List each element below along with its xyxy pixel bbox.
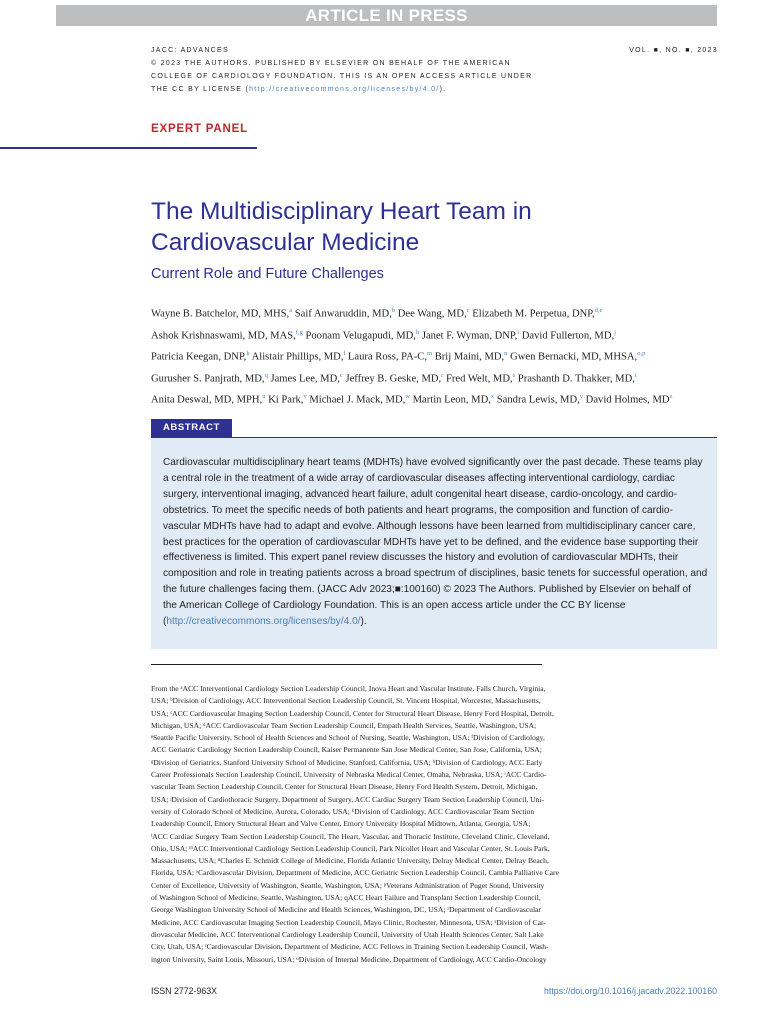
abstract-line: surgery, interventional imaging, advanced heart failure, adult congenital heart disease, cardio-oncology, and cardio- [163,488,678,500]
author-affiliation-marker[interactable]: k [246,350,250,358]
author-name: Elizabeth M. Perpetua, DNP, [469,308,595,320]
author-line [151,388,726,410]
article-title: The Multidisciplinary Heart Team in Cardiovascular Medicine [151,198,532,256]
abstract-line: a central role in the treatment of a wide array of cardiovascular diseases affecting interventional cardiology, cardiac [163,472,675,484]
author-affiliation-marker[interactable]: i [517,328,520,336]
affiliation-line: ACC Geriatric Cardiology Section Leadership Council, Kaiser Permanente San Jose Medical Center, San Jose, California, USA; [151,745,542,755]
author-affiliation-marker[interactable]: w [405,393,410,401]
author-affiliation-marker[interactable]: c [466,307,470,314]
volume-number: VOL. ■, NO. ■, 2023 [629,47,718,54]
author-name: Patricia Keegan, DNP, [151,351,247,363]
author-affiliation-marker[interactable]: r [441,371,444,379]
affiliation-line: USA; ᵇDivision of Cardiology, ACC Interventional Section Leadership Council, St. Vincent Hospital, Worcester, Massachusetts, [151,696,541,706]
affiliation-line: Florida, USA; ᵒCardiovascular Division, Department of Medicine, ACC Geriatric Section Leadership Council, Cambia Palliative Care [151,868,559,878]
affiliation-line: From the ᵃACC Interventional Cardiology Section Leadership Council, Inova Heart and Vascular Institute, Falls Church, Virginia, [151,684,546,693]
affiliation-line: Center of Excellence, University of Washington, Seattle, Washington, USA; ᵖVeterans Administration of Puget Sound, University [151,880,545,890]
author-line [151,324,726,346]
author-name: Dee Wang, MD, [395,308,467,320]
abstract-line: Cardiovascular multidisciplinary heart teams (MDHTs) have evolved significantly over the past decade. These teams play [163,457,703,468]
abstract-line: best practices for the operation of cardiovascular MDHTs have yet to be defined, and the evidence base supporting their [163,536,699,548]
author-list [151,302,726,410]
affiliations [151,683,641,966]
journal-meta-line: COLLEGE OF CARDIOLOGY FOUNDATION. THIS IS AN OPEN ACCESS ARTICLE UNDER [151,73,533,80]
abstract-line: obstetrics. To meet the specific needs of both patients and heart programs, the composition and function of cardio- [163,504,673,516]
affiliation-line: USA; ʲDivision of Cardiothoracic Surgery, Department of Surgery, ACC Cardiac Surgery Team Section Leadership Council, Uni- [151,794,545,804]
journal-meta [151,44,532,96]
affiliation-line: Massachusetts, USA; ⁿCharles E. Schmidt College of Medicine, Florida Atlantic University, Delray Medical Center, Delray Beach, [151,856,549,866]
affiliation-line: George Washington University School of Medicine and Health Sciences, Washington, DC, USA; ʳDepartment of Cardiovascular [151,905,541,915]
license-prefix: THE CC BY LICENSE ( [151,86,250,93]
license-link[interactable]: http://creativecommons.org/licenses/by/4.0/ [249,86,440,93]
author-name: Brij Maini, MD, [432,351,505,363]
author-name: Fred Welt, MD, [443,373,513,385]
journal-meta-line: JACC: ADVANCES [151,47,229,54]
issn: ISSN 2772-963X [151,986,218,996]
author-affiliation-marker[interactable]: f,g [295,328,303,336]
author-affiliation-marker[interactable]: o,p [637,350,646,358]
abstract-line: the American College of Cardiology Foundation. This is an open access article under the CC BY license [163,600,626,612]
author-affiliation-marker[interactable]: h [415,328,420,336]
author-affiliation-marker[interactable]: c [339,371,343,379]
affiliation-line: ᵉSeattle Pacific University, School of Health Sciences and School of Nursing, Seattle, Washington, USA; ᶠDivision of Cardiology, [151,733,545,743]
author-name: Anita Deswal, MD, MPH, [151,394,263,406]
author-affiliation-marker[interactable]: x [490,393,495,401]
affiliation-line: ᵍDivision of Geriatrics, Stanford University School of Medicine, Stanford, California, USA; ʰDivision of Cardiology, ACC Early [151,757,543,767]
author-name: Laura Ross, PA-C, [345,351,427,363]
author-name: Martin Leon, MD, [409,394,491,406]
license-suffix: ). [439,86,447,93]
affiliation-line: Michigan, USA; ᵈACC Cardiovascular Team Section Leadership Council, Empath Health Services, Seattle, Washington, USA; [151,720,537,730]
author-line [151,345,726,367]
author-affiliation-marker[interactable]: t [634,371,637,379]
affiliation-line: of Washington School of Medicine, Seattle, Washington, USA; qACC Heart Failure and Transplant Section Leadership Council, [151,893,541,903]
abstract-line: the future challenges facing them. (JACC Adv 2023;■:100160) © 2023 The Authors. Published by Elsevier on behalf of [163,584,691,596]
author-name: Ashok Krishnaswami, MD, MAS, [151,330,296,342]
journal-meta-line: © 2023 THE AUTHORS. PUBLISHED BY ELSEVIER ON BEHALF OF THE AMERICAN [151,60,511,67]
affiliation-line: ington University, Saint Louis, Missouri, USA; ᵘDivision of Internal Medicine, Department of Cardiology, ACC Cardio-Oncology [151,954,547,964]
affiliation-line: diovascular Medicine, ACC Interventional Cardiology Leadership Council, University of Utah Health Sciences Center, Salt Lake [151,929,544,939]
author-affiliation-marker[interactable]: y [579,393,584,401]
author-name: Sandra Lewis, MD, [494,394,580,406]
author-affiliation-marker[interactable]: a [289,307,293,314]
abstract-link-open: ( [163,616,167,628]
affiliation-line: City, Utah, USA; ᵗCardiovascular Division, Department of Medicine, ACC Fellows in Training Section Leadership Council, Wash- [151,942,549,952]
author-affiliation-marker[interactable]: m [427,350,433,358]
author-name: Poonam Velugapudi, MD, [302,330,416,342]
affiliation-line: Medicine, ACC Cardiovascular Imaging Section Leadership Council, Mayo Clinic, Rochester, Minnesota, USA; ˢDivision of Car- [151,917,546,927]
section-rule [0,147,257,149]
author-affiliation-marker[interactable]: l [343,350,346,358]
abstract-text [163,455,709,630]
footnote-rule [151,664,542,665]
author-affiliation-marker[interactable]: j [614,328,616,336]
author-name: Prashanth D. Thakker, MD, [515,373,635,385]
affiliation-line: USA; ᶜACC Cardiovascular Imaging Section Leadership Council, Center for Structural Heart Disease, Henry Ford Hospital, Detroit, [151,708,554,718]
author-name: Ki Park, [265,394,304,406]
abstract-line: effectiveness is limited. This expert panel review discusses the history and evolution of cardiovascular MDHTs, their [163,552,679,564]
author-name: Jeffrey B. Geske, MD, [342,373,442,385]
affiliation-line: vascular Team Section Leadership Council, Center for Structural Heart Disease, Henry Ford Health System, Detroit, Michigan, [151,782,538,792]
author-name: Alistair Phillips, MD, [249,351,344,363]
author-affiliation-marker[interactable]: b [391,307,396,314]
author-name: David Holmes, MD [583,394,670,406]
affiliation-line: versity of Colorado School of Medicine, Aurora, Colorado, USA; ᵏDivision of Cardiology, ACC Cardiovascular Team Section [151,806,535,816]
affiliation-line: Ohio, USA; ᵐACC Interventional Cardiology Section Leadership Council, Park Nicollet Heart and Vascular Center, St. Louis Park, [151,843,550,853]
author-affiliation-marker[interactable]: v [303,393,307,401]
abstract-label: ABSTRACT [151,419,232,437]
license-line [151,83,532,96]
author-name: Saif Anwaruddin, MD, [292,308,392,320]
author-affiliation-marker[interactable]: d,e [594,307,603,314]
abstract-link-line [163,614,709,630]
author-affiliation-marker[interactable]: n [504,350,508,358]
abstract-line: vascular MDHTs have had to adapt and evolve. Although lessons have been learned from multidisciplinary cancer care, [163,520,696,532]
author-name: Janet F. Wyman, DNP, [419,330,518,342]
abstract-link-close: ). [360,616,367,628]
author-line [151,302,726,324]
author-affiliation-marker[interactable]: u [262,393,266,401]
author-name: Gurusher S. Panjrath, MD, [151,373,265,385]
author-name: Michael J. Mack, MD, [306,394,406,406]
author-affiliation-marker[interactable]: q [264,371,268,379]
author-affiliation-marker[interactable]: s [512,371,516,379]
author-name: James Lee, MD, [267,373,340,385]
author-name: Gwen Bernacki, MD, MHSA, [507,351,638,363]
author-line [151,367,726,389]
affiliation-line: ˡACC Cardiac Surgery Team Section Leadership Council, The Heart, Vascular, and Thoracic Institute, Cleveland Clinic, Cleveland, [151,831,550,841]
section-label: EXPERT PANEL [151,123,248,135]
article-subtitle: Current Role and Future Challenges [151,266,384,282]
affiliation-line: Career Professionals Section Leadership Council, University of Nebraska Medical Center, Omaha, Nebraska, USA; ⁱACC Cardio- [151,770,547,780]
author-affiliation-marker[interactable]: z [669,393,673,401]
author-name: Wayne B. Batchelor, MD, MHS, [151,308,290,320]
article-in-press-banner: ARTICLE IN PRESS [56,5,717,26]
doi-link[interactable]: https://doi.org/10.1016/j.jacadv.2022.100160 [544,986,717,996]
abstract-license-link[interactable]: http://creativecommons.org/licenses/by/4.0/ [166,616,361,628]
affiliation-line: Leadership Council, Emory Structural Heart and Valve Center, Emory University Hospital Midtown, Atlanta, Georgia, USA; [151,819,531,829]
abstract-line: composition and role in treating patients across a broad spectrum of disciplines, basic tenets for successful operation, and [163,568,708,580]
author-name: David Fullerton, MD, [519,330,615,342]
